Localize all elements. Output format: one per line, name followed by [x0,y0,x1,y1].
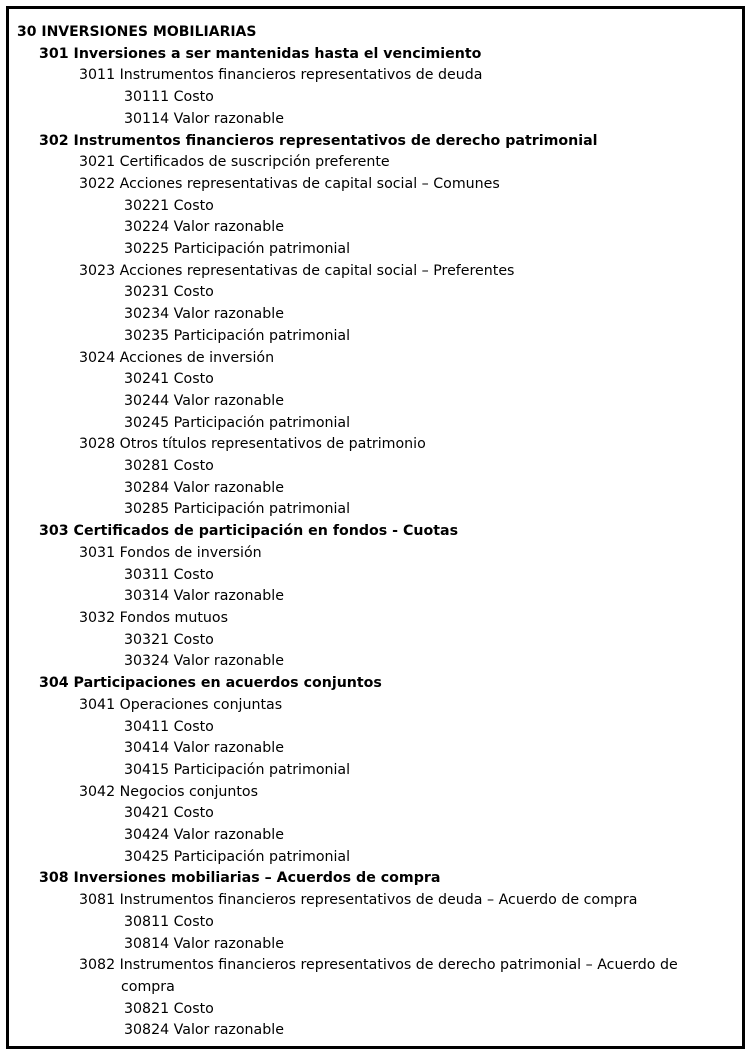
account-subgroup: 3041 Operaciones conjuntas [79,696,283,713]
account-item: 30415 Participación patrimonial [124,761,351,778]
account-item: 30824 Valor razonable [124,1022,284,1039]
document-frame [6,6,745,1049]
account-item: 30814 Valor razonable [124,935,284,952]
account-item: 30234 Valor razonable [124,306,284,323]
account-subgroup: 3081 Instrumentos financieros representativos de deuda – Acuerdo de compra [79,892,638,909]
account-item: 30424 Valor razonable [124,827,284,844]
account-item: 30811 Costo [124,913,214,930]
account-item: 30285 Participación patrimonial [124,501,351,518]
account-item: 30311 Costo [124,566,214,583]
account-group: 302 Instrumentos financieros representativos de derecho patrimonial [39,132,598,149]
account-subgroup: 3032 Fondos mutuos [79,609,228,626]
account-item: 30321 Costo [124,631,214,648]
account-subgroup: 3023 Acciones representativas de capital social – Preferentes [79,262,515,279]
account-item: 30231 Costo [124,284,214,301]
account-item: 30245 Participación patrimonial [124,414,351,431]
account-item: 30284 Valor razonable [124,479,284,496]
account-item: 30114 Valor razonable [124,110,284,127]
account-subgroup: 3021 Certificados de suscripción preferente [79,154,390,171]
account-item: 30281 Costo [124,458,214,475]
account-item: 30111 Costo [124,89,214,106]
account-subgroup: 3028 Otros títulos representativos de patrimonio [79,436,426,453]
account-subgroup: 3022 Acciones representativas de capital social – Comunes [79,175,500,192]
account-item: 30244 Valor razonable [124,392,284,409]
account-item: 30421 Costo [124,805,214,822]
account-group: 304 Participaciones en acuerdos conjuntos [39,675,382,692]
account-item: 30411 Costo [124,718,214,735]
account-subgroup: 3042 Negocios conjuntos [79,783,258,800]
account-heading: 30 INVERSIONES MOBILIARIAS [17,24,257,40]
account-item: 30425 Participación patrimonial [124,848,351,865]
account-subgroup: 3031 Fondos de inversión [79,544,262,561]
account-item: 30225 Participación patrimonial [124,241,351,258]
account-group: 303 Certificados de participación en fondos - Cuotas [39,523,459,540]
account-group: 308 Inversiones mobiliarias – Acuerdos de compra [39,870,441,887]
account-lines [17,44,736,1042]
account-subgroup: 3011 Instrumentos financieros representativos de deuda [79,67,483,84]
account-subgroup: 3024 Acciones de inversión [79,349,275,366]
account-item: 30314 Valor razonable [124,588,284,605]
account-item: 30821 Costo [124,1000,214,1017]
account-group: 301 Inversiones a ser mantenidas hasta el vencimiento [39,45,482,62]
account-item: 30241 Costo [124,371,214,388]
account-item: 30221 Costo [124,197,214,214]
account-item: 30224 Valor razonable [124,219,284,236]
account-item: 30235 Participación patrimonial [124,327,351,344]
account-item: 30414 Valor razonable [124,740,284,757]
account-item: 30324 Valor razonable [124,653,284,670]
account-subgroup: 3082 Instrumentos financieros representativos de derecho patrimonial – Acuerdo de compra [79,957,678,995]
account-list [17,22,736,1042]
